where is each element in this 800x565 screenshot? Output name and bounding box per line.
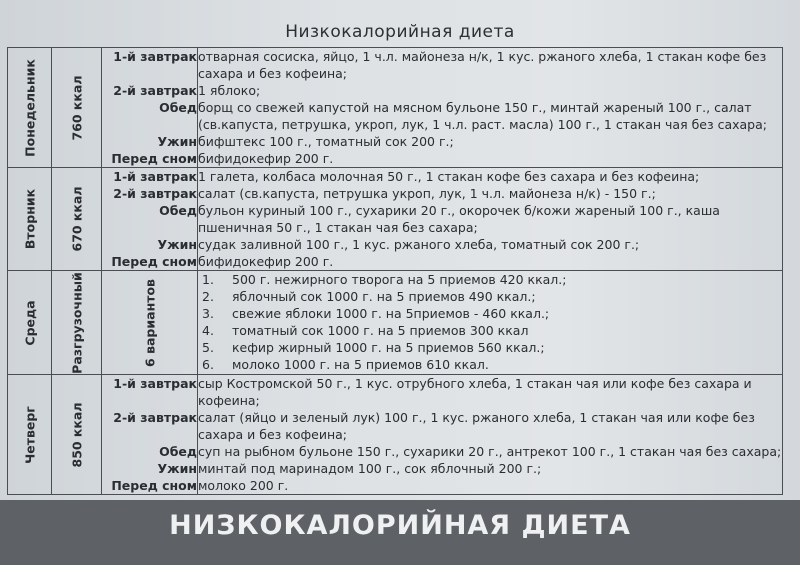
- desc-line: бифидокефир 200 г.: [198, 254, 334, 269]
- meal-name: [102, 65, 197, 82]
- meal-name: Обед: [159, 100, 197, 115]
- table-row-tuesday: [8, 168, 783, 271]
- meal-name: 1-й завтрак: [113, 49, 197, 64]
- desc-line: бифштекс 100 г., томатный сок 200 г.;: [198, 134, 454, 149]
- kcal-cell: [52, 271, 102, 375]
- desc-line: 1 галета, колбаса молочная 50 г., 1 стакан кофе без сахара и без кофеина;: [198, 169, 700, 184]
- kcal-label: Разгрузочный: [69, 271, 84, 374]
- list-item: [198, 305, 782, 322]
- table-row-thursday: [8, 375, 783, 495]
- table-row-wednesday: [8, 271, 783, 375]
- day-label: Вторник: [22, 188, 37, 250]
- desc-line: пшеничная 50 г., 1 стакан чая без сахара;: [198, 220, 478, 235]
- desc-line: сахара и без кофеина;: [198, 66, 348, 81]
- desc-line: кофеина;: [198, 393, 260, 408]
- desc-line: 1 яблоко;: [198, 83, 261, 98]
- day-cell: [8, 48, 52, 168]
- meal-name: Перед сном: [111, 478, 197, 493]
- day-label: Четверг: [22, 405, 37, 464]
- diet-table: [7, 47, 783, 495]
- option-text: свежие яблоки 1000 г. на 5приемов - 460 ккал.;: [232, 306, 550, 321]
- meal-name: 2-й завтрак: [113, 186, 197, 201]
- meal-name: Обед: [159, 444, 197, 459]
- desc-line: бульон куриный 100 г., сухарики 20 г., окорочек б/кожи жареный 100 г., каша: [198, 203, 720, 218]
- kcal-cell: [52, 375, 102, 495]
- option-text: молоко 1000 г. на 5 приемов 610 ккал.: [232, 357, 489, 372]
- option-text: яблочный сок 1000 г. на 5 приемов 490 ккал.;: [232, 289, 536, 304]
- meal-name: Ужин: [157, 461, 197, 476]
- table-row-monday: [8, 48, 783, 168]
- desc-line: судак заливной 100 г., 1 кус. ржаного хлеба, томатный сок 200 г.;: [198, 237, 640, 252]
- desc-line: салат (яйцо и зеленый лук) 100 г., 1 кус. ржаного хлеба, 1 стакан чая или кофе без: [198, 410, 755, 425]
- kcal-cell: [52, 168, 102, 271]
- option-number: 2.: [202, 289, 214, 304]
- meal-name: Ужин: [157, 134, 197, 149]
- meal-name: [102, 392, 197, 409]
- meal-name: 2-й завтрак: [113, 83, 197, 98]
- variants-cell: [102, 271, 198, 375]
- kcal-label: 760 ккал: [69, 74, 84, 141]
- day-cell: [8, 168, 52, 271]
- kcal-cell: [52, 48, 102, 168]
- list-item: [198, 271, 782, 288]
- meal-name: Ужин: [157, 237, 197, 252]
- desc-line: минтай под маринадом 100 г., сок яблочный 200 г.;: [198, 461, 542, 476]
- desc-line: суп на рыбном бульоне 150 г., сухарики 20 г., антрекот 100 г., 1 стакан чая без сахара;: [198, 444, 782, 459]
- list-item: [198, 339, 782, 356]
- option-number: 1.: [202, 272, 214, 287]
- day-cell: [8, 375, 52, 495]
- day-cell: [8, 271, 52, 375]
- option-number: 3.: [202, 306, 214, 321]
- option-text: 500 г. нежирного творога на 5 приемов 420 ккал.;: [232, 272, 567, 287]
- meal-names: [102, 48, 198, 168]
- desc-line: молоко 200 г.: [198, 478, 289, 493]
- desc-line: салат (св.капуста, петрушка укроп, лук, 1 ч.л. майонеза н/к) - 150 г.;: [198, 186, 656, 201]
- desc-line: сыр Костромской 50 г., 1 кус. отрубного хлеба, 1 стакан чая или кофе без сахара и: [198, 376, 752, 391]
- desc-line: борщ со свежей капустой на мясном бульоне 150 г., минтай жареный 100 г., салат: [198, 100, 752, 115]
- footer-banner: НИЗКОКАЛОРИЙНАЯ ДИЕТА: [169, 510, 631, 541]
- kcal-label: 670 ккал: [69, 186, 84, 252]
- list-item: [198, 322, 782, 339]
- meal-descriptions: [198, 168, 783, 271]
- day-label: Среда: [22, 299, 37, 346]
- meal-name: [102, 219, 197, 236]
- option-number: 4.: [202, 323, 214, 338]
- option-number: 6.: [202, 357, 214, 372]
- meal-name: [102, 116, 197, 133]
- desc-line: отварная сосиска, яйцо, 1 ч.л. майонеза н/к, 1 кус. ржаного хлеба, 1 стакан кофе без: [198, 49, 767, 64]
- desc-line: (св.капуста, петрушка, укроп, лук, 1 ч.л. раст. масла) 100 г., 1 стакан чая без сахара;: [198, 117, 767, 132]
- meal-name: [102, 426, 197, 443]
- day-label: Понедельник: [22, 58, 37, 157]
- desc-line: бифидокефир 200 г.: [198, 151, 334, 166]
- meal-name: Перед сном: [111, 254, 197, 269]
- option-number: 5.: [202, 340, 214, 355]
- option-text: кефир жирный 1000 г. на 5 приемов 560 ккал.;: [232, 340, 545, 355]
- meal-descriptions: [198, 48, 783, 168]
- meal-name: 2-й завтрак: [113, 410, 197, 425]
- meal-descriptions: [198, 375, 783, 495]
- list-item: [198, 288, 782, 305]
- meal-name: 1-й завтрак: [113, 376, 197, 391]
- variants-label: 6 вариантов: [142, 278, 157, 367]
- meal-name: 1-й завтрак: [113, 169, 197, 184]
- meal-names: [102, 168, 198, 271]
- list-item: [198, 356, 782, 373]
- fasting-options: [198, 271, 783, 375]
- option-text: томатный сок 1000 г. на 5 приемов 300 ккал: [232, 323, 529, 338]
- meal-name: Обед: [159, 203, 197, 218]
- page-title: Низкокалорийная диета: [285, 22, 515, 42]
- kcal-label: 850 ккал: [69, 401, 84, 468]
- meal-name: Перед сном: [111, 151, 197, 166]
- meal-names: [102, 375, 198, 495]
- desc-line: сахара и без кофеина;: [198, 427, 348, 442]
